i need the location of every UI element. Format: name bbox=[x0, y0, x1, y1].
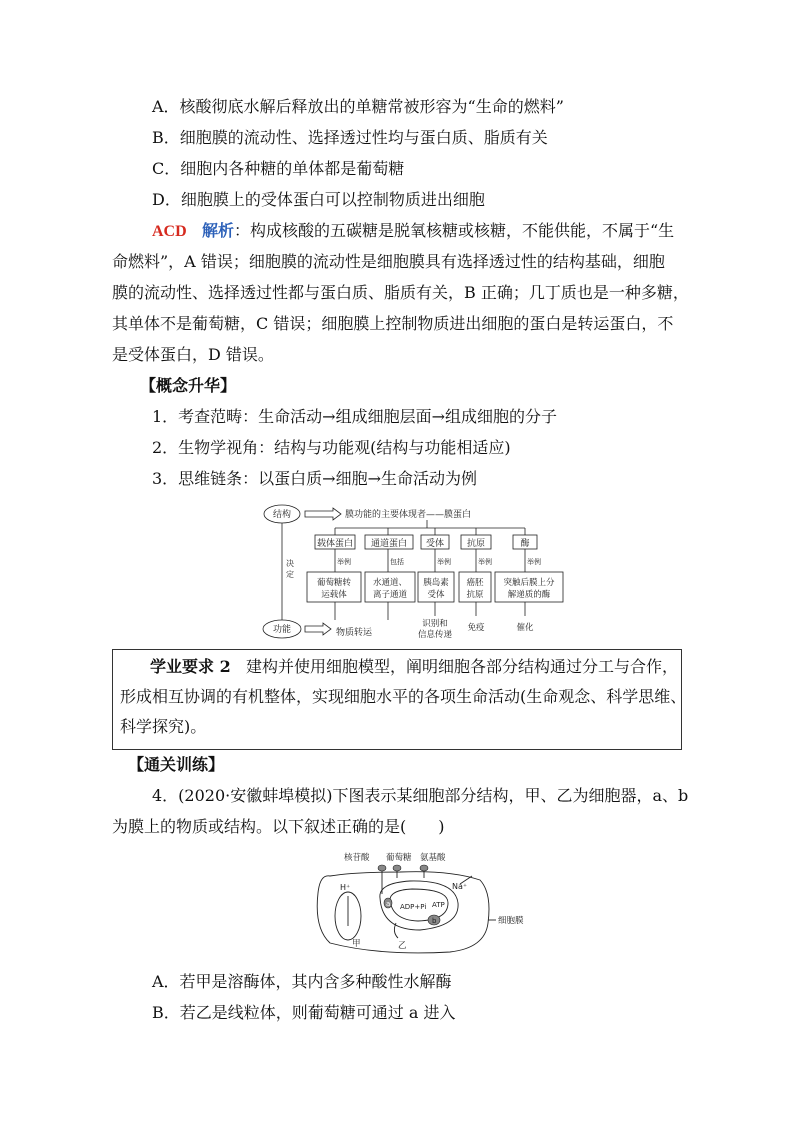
membrane-protein-label: 膜功能的主要体现者——膜蛋白 bbox=[345, 510, 472, 520]
option-c: C．细胞内各种糖的单体都是葡萄糖 bbox=[152, 159, 405, 178]
requirement-text-2: 科学探究)。 bbox=[120, 717, 207, 736]
concept-item-3: 3．思维链条：以蛋白质→细胞→生命活动为例 bbox=[152, 469, 477, 488]
option-b: B．细胞膜的流动性、选择透过性均与蛋白质、脂质有关 bbox=[152, 128, 548, 147]
relation-2: 包括 bbox=[390, 558, 404, 566]
function-catalysis: 催化 bbox=[516, 623, 534, 633]
example-4b: 抗原 bbox=[466, 590, 484, 600]
training-heading: 【通关训练】 bbox=[128, 755, 225, 774]
relation-4: 举例 bbox=[478, 558, 492, 566]
requirement-first-line bbox=[150, 656, 678, 678]
concept-heading: 【概念升华】 bbox=[140, 376, 237, 395]
relation-1: 举例 bbox=[337, 558, 351, 566]
material-transport-label: 物质转运 bbox=[336, 628, 373, 638]
label-nucleotide: 核苷酸 bbox=[344, 853, 370, 863]
option-d: D．细胞膜上的受体蛋白可以控制物质进出细胞 bbox=[152, 190, 485, 209]
analysis-label: 解析 bbox=[201, 221, 234, 240]
requirement-text-1: 形成相互协调的有机整体，实现细胞水平的各项生命活动(生命观念、科学思维、 bbox=[120, 687, 687, 706]
relation-3: 举例 bbox=[437, 558, 451, 566]
label-jia: 甲 bbox=[352, 939, 361, 949]
decides-1: 决 bbox=[286, 559, 294, 568]
label-a: a bbox=[386, 900, 391, 908]
analysis-text-1: 命燃料”，A 错误；细胞膜的流动性是细胞膜具有选择透过性的结构基础，细胞 bbox=[112, 252, 665, 271]
membrane-protein-diagram bbox=[255, 502, 575, 644]
label-atp: ATP bbox=[432, 901, 445, 909]
label-h-ion: H⁺ bbox=[340, 883, 351, 892]
concept-item-2: 2．生物学视角：结构与功能观(结构与功能相适应) bbox=[152, 438, 511, 457]
example-2a: 水通道、 bbox=[372, 578, 408, 588]
label-amino-acid: 氨基酸 bbox=[420, 853, 446, 863]
requirement-label: 学业要求 2 bbox=[150, 657, 231, 676]
example-5a: 突触后膜上分 bbox=[503, 578, 555, 588]
category-enzyme: 酶 bbox=[520, 539, 530, 549]
category-antigen: 抗原 bbox=[466, 539, 486, 549]
category-receptor: 受体 bbox=[425, 539, 445, 549]
structure-label: 结构 bbox=[272, 510, 292, 520]
question-line-2: 为膜上的物质或结构。以下叙述正确的是( ) bbox=[112, 817, 445, 836]
relation-5: 举例 bbox=[527, 558, 541, 566]
label-na-ion: Na⁺ bbox=[452, 882, 468, 891]
example-2b: 离子通道 bbox=[372, 590, 408, 600]
label-yi: 乙 bbox=[398, 941, 407, 951]
example-5b: 解递质的酶 bbox=[507, 590, 551, 600]
option-a: A．核酸彻底水解后释放出的单糖常被形容为“生命的燃料” bbox=[152, 97, 564, 116]
concept-item-1: 1．考查范畴：生命活动→组成细胞层面→组成细胞的分子 bbox=[152, 407, 557, 426]
function-label: 功能 bbox=[272, 625, 292, 635]
function-immunity: 免疫 bbox=[467, 623, 485, 633]
label-b: b bbox=[432, 917, 437, 925]
label-cell-membrane: 细胞膜 bbox=[498, 916, 524, 926]
analysis-text-3: 其单体不是葡萄糖，C 错误；细胞膜上控制物质进出细胞的蛋白是转运蛋白，不 bbox=[112, 314, 674, 333]
label-glucose: 葡萄糖 bbox=[386, 853, 412, 863]
example-1b: 运载体 bbox=[321, 590, 347, 600]
analysis-first-line bbox=[152, 220, 674, 243]
requirement-text-0: 建构并使用细胞模型，阐明细胞各部分结构通过分工与合作， bbox=[245, 657, 678, 676]
example-1a: 葡萄糖转 bbox=[316, 578, 352, 588]
q4-option-a: A．若甲是溶酶体，其内含多种酸性水解酶 bbox=[152, 972, 452, 991]
function-arrow bbox=[305, 623, 331, 635]
category-carrier: 载体蛋白 bbox=[316, 539, 354, 549]
example-3b: 受体 bbox=[427, 590, 445, 600]
label-adp: ADP+Pi bbox=[400, 903, 427, 911]
structure-arrow bbox=[305, 508, 341, 520]
analysis-text-0: ：构成核酸的五碳糖是脱氧核糖或核糖，不能供能，不属于“生 bbox=[233, 221, 675, 240]
function-recognition-b: 信息传递 bbox=[417, 630, 453, 640]
cell-figure bbox=[300, 848, 550, 958]
answer: ACD bbox=[152, 223, 187, 240]
function-recognition-a: 识别和 bbox=[422, 619, 448, 629]
example-3a: 胰岛素 bbox=[423, 578, 449, 588]
analysis-text-2: 膜的流动性、选择透过性都与蛋白质、脂质有关，B 正确；几丁质也是一种多糖， bbox=[112, 283, 689, 302]
category-channel: 通道蛋白 bbox=[370, 539, 408, 549]
decides-2: 定 bbox=[286, 570, 294, 579]
example-4a: 癌胚 bbox=[466, 578, 484, 588]
q4-option-b: B．若乙是线粒体，则葡萄糖可通过 a 进入 bbox=[152, 1003, 456, 1022]
analysis-text-4: 是受体蛋白，D 错误。 bbox=[112, 345, 274, 364]
question-line-1: 4．(2020·安徽蚌埠模拟)下图表示某细胞部分结构，甲、乙为细胞器，a、b bbox=[152, 786, 689, 805]
